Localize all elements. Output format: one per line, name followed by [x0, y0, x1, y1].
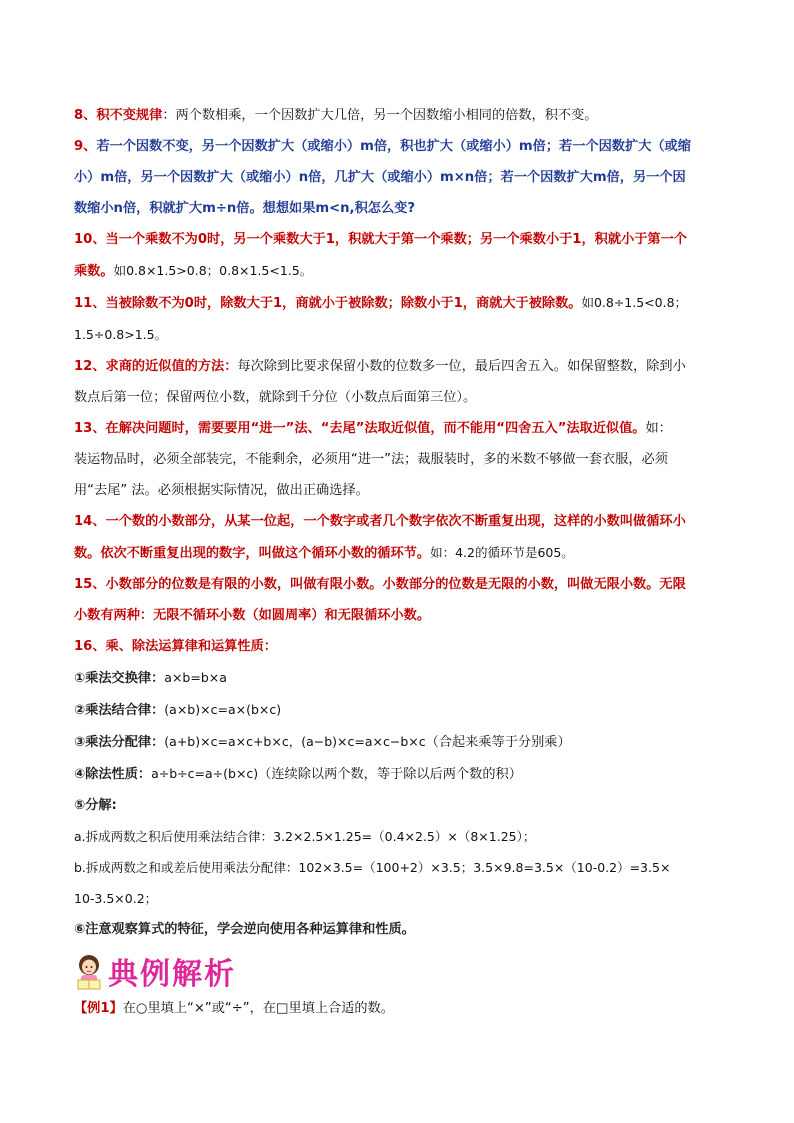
- example-text: 在○里填上“×”或“÷”，在□里填上合适的数。: [122, 1001, 394, 1016]
- rule-14: [74, 506, 726, 569]
- rule-text-line1: 小数部分的位数是有限的小数，叫做有限小数。小数部分的位数是无限的小数，叫做无限小数。无限: [105, 577, 686, 592]
- rule-text-line1: 每次除到比要求保留小数的位数多一位，最后四舍五入。如保留整数，除到小: [237, 359, 686, 374]
- law-label: ①乘法交换律：: [74, 671, 165, 686]
- rule-title: 在解决问题时，需要要用“进一”法、“去尾”法取近似值，而不能用“四舍五入”法取近似值。: [105, 421, 646, 436]
- rule-16: [74, 631, 726, 662]
- rule-text-line2: 乘数。: [74, 264, 114, 279]
- rule-13: [74, 413, 726, 506]
- law-note: （合起来乘等于分别乘）: [425, 735, 571, 750]
- law-distributive: [74, 726, 726, 758]
- rule-text-line1: 如：: [645, 421, 672, 436]
- decompose-a: [74, 821, 726, 852]
- law-label: ④除法性质：: [74, 767, 152, 782]
- rule-text-line1: 若一个因数不变，另一个因数扩大（或缩小）m倍，积也扩大（或缩小）m倍；若一个因数扩大（或缩: [96, 139, 691, 154]
- rule-text-line3: 用“去尾” 法。必须根据实际情况，做出正确选择。: [74, 483, 369, 498]
- decompose-a-text: a.拆成两数之积后使用乘法结合律：3.2×2.5×1.25=（0.4×2.5）×（8×1.25）；: [74, 829, 536, 844]
- rule-example-cont: 1.5÷0.8>1.5。: [74, 327, 168, 342]
- document-body: [74, 100, 726, 1024]
- rule-title-line2: 数。依次不断重复出现的数字，叫做这个循环小数的循环节。: [74, 546, 431, 561]
- law-formula: a÷b÷c=a÷(b×c): [151, 766, 259, 781]
- decompose-b-line1: b.拆成两数之和或差后使用乘法分配律：102×3.5=（100+2）×3.5；3.5×9.8=3.5×（10-0.2）=3.5×: [74, 860, 671, 875]
- rule-9: [74, 131, 726, 224]
- rule-text-line2: 小）m倍，另一个因数扩大（或缩小）n倍，几扩大（或缩小）m×n倍；若一个因数扩大m倍，另一个因: [74, 170, 686, 185]
- rule-number: 11、: [74, 296, 106, 311]
- law-tip: [74, 914, 726, 945]
- rule-text-line1: 当一个乘数不为0时，另一个乘数大于1，积就大于第一个乘数；另一个乘数小于1，积就小于第一个: [105, 232, 687, 247]
- law-label: ③乘法分配律：: [74, 735, 165, 750]
- rule-12: [74, 351, 726, 413]
- rule-8: [74, 100, 726, 131]
- rule-text: ：两个数相乘，一个因数扩大几倍，另一个因数缩小相同的倍数，积不变。: [162, 108, 598, 123]
- rule-title: 求商的近似值的方法：: [105, 359, 238, 374]
- rule-number: 9、: [74, 139, 97, 154]
- rule-example: 如0.8×1.5>0.8；0.8×1.5<1.5。: [113, 263, 313, 278]
- rule-number: 14、: [74, 514, 106, 529]
- decompose-b: [74, 852, 726, 914]
- law-commutative: [74, 662, 726, 694]
- law-label: ⑤分解:: [74, 798, 117, 813]
- law-decompose: [74, 790, 726, 821]
- rule-number: 13、: [74, 421, 106, 436]
- rule-number: 12、: [74, 359, 106, 374]
- rule-number: 8、: [74, 108, 97, 123]
- law-label: ②乘法结合律：: [74, 703, 165, 718]
- rule-text-line2: 小数有两种：无限不循环小数（如圆周率）和无限循环小数。: [74, 608, 431, 623]
- rule-text-line3: 数缩小n倍，积就扩大m÷n倍。想想如果m<n,积怎么变?: [74, 201, 415, 216]
- example-1: [74, 993, 726, 1024]
- law-tip-text: ⑥注意观察算式的特征，学会逆向使用各种运算律和性质。: [74, 922, 415, 937]
- rule-text-line2: 数点后第一位；保留两位小数，就除到千分位（小数点后面第三位）。: [74, 390, 477, 405]
- rule-10: [74, 224, 726, 287]
- rule-11: [74, 287, 726, 351]
- rule-text-line1: 当被除数不为0时，除数大于1，商就小于被除数；除数小于1，商就大于被除数。: [105, 296, 582, 311]
- rule-example: 如0.8÷1.5<0.8；: [581, 295, 688, 310]
- rule-number: 16、: [74, 639, 106, 654]
- law-formula: (a+b)×c=a×c+b×c，(a−b)×c=a×c−b×c: [164, 734, 426, 749]
- law-formula: a×b=b×a: [164, 670, 227, 685]
- law-formula: (a×b)×c=a×(b×c): [164, 702, 282, 717]
- law-division: [74, 758, 726, 790]
- rule-number: 15、: [74, 577, 106, 592]
- rule-example: 如：4.2的循环节是605。: [430, 545, 574, 560]
- section-heading: [74, 949, 726, 993]
- rule-title: 积不变规律: [96, 108, 163, 123]
- rule-15: [74, 569, 726, 631]
- section-title: 典例解析: [108, 957, 236, 992]
- example-tag: 【例1】: [74, 1001, 123, 1016]
- girl-reading-icon: [74, 953, 104, 993]
- law-note: （连续除以两个数，等于除以后两个数的积）: [258, 767, 522, 782]
- rule-title: 乘、除法运算律和运算性质：: [105, 639, 277, 654]
- rule-number: 10、: [74, 232, 106, 247]
- rule-text-line2: 装运物品时，必须全部装完，不能剩余，必须用“进一”法；裁服装时，多的米数不够做一套衣服，必须: [74, 452, 668, 467]
- rule-title-line1: 一个数的小数部分，从某一位起，一个数字或者几个数字依次不断重复出现，这样的小数叫做循环小: [105, 514, 686, 529]
- decompose-b-line2: 10-3.5×0.2；: [74, 891, 158, 906]
- law-associative: [74, 694, 726, 726]
